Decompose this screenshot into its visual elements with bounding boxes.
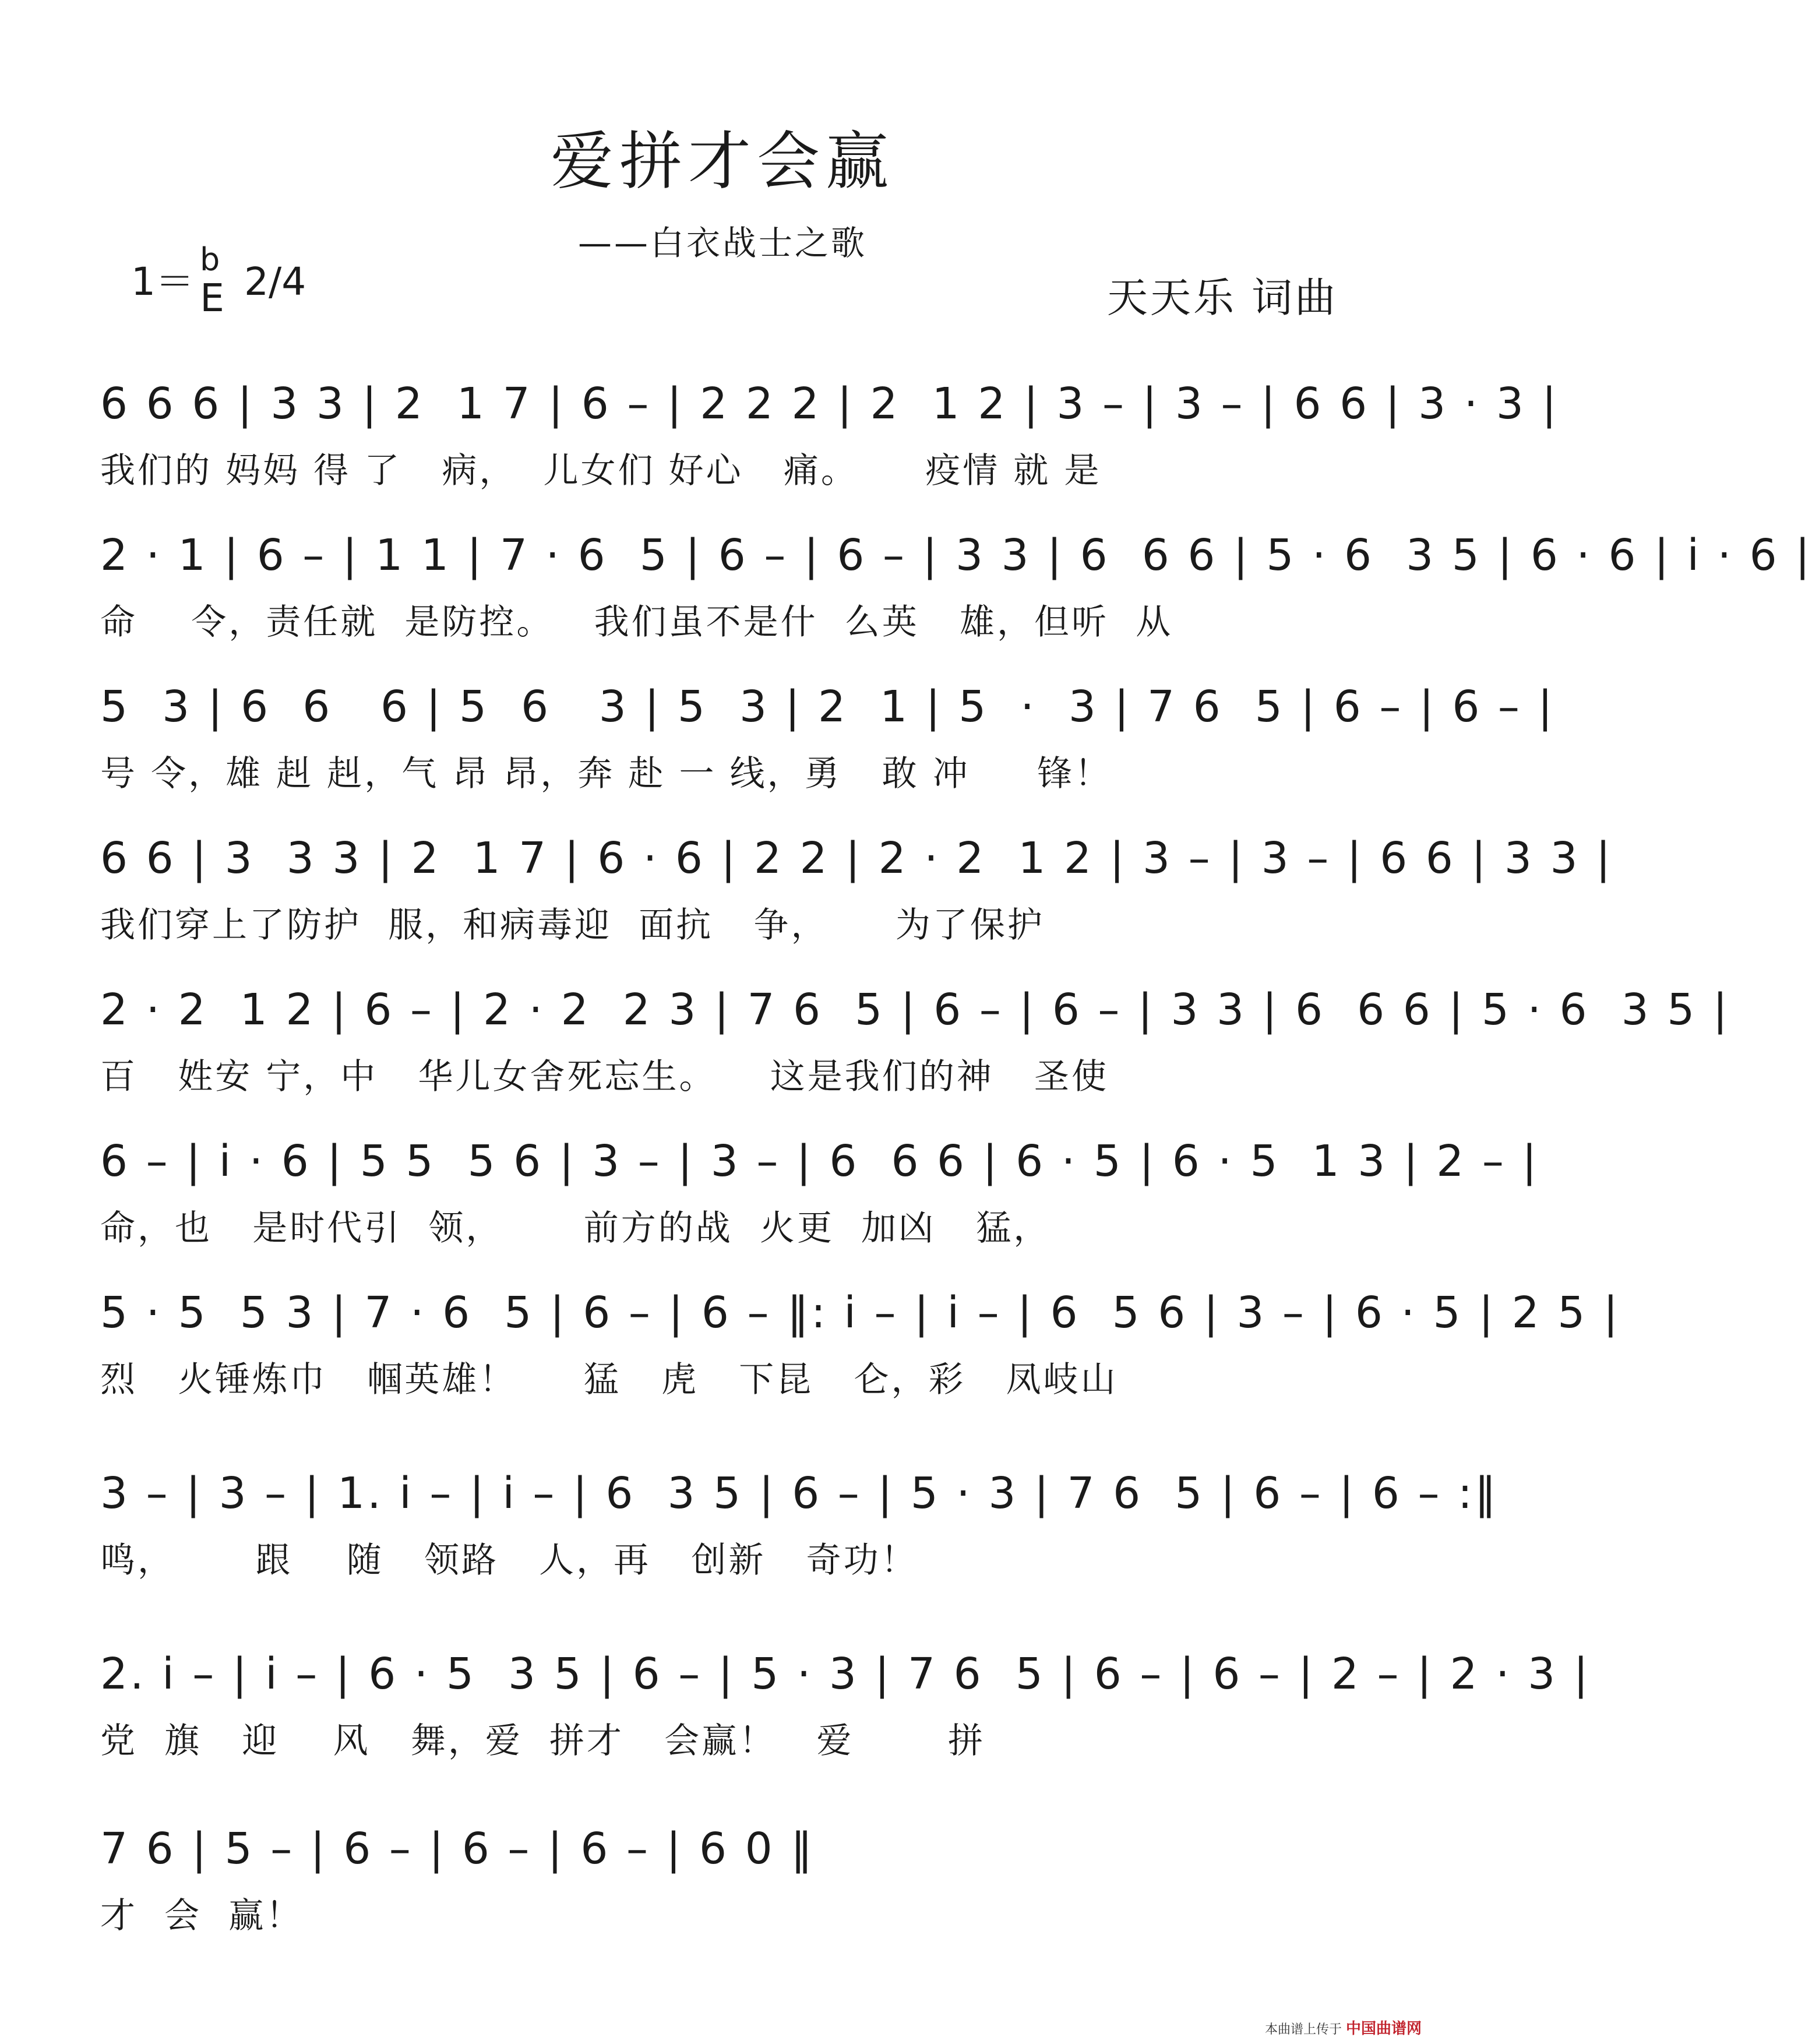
lyrics-line-5: 百 姓安 宁，中 华儿女舍死忘生。 这是我们的神 圣使 [100, 1056, 1109, 1097]
lyrics-line-10: 才 会 赢！ [100, 1895, 304, 1936]
lyrics-line-6: 命，也 是时代引 领， 前方的战 火更 加凶 猛， [100, 1208, 1051, 1249]
notation-line-5: 2 · 2 1 2 | 6 – | 2 · 2 2 3 | 7 6 5 | 6 – | 6 – | 3 3 | 6 6 6 | 5 · 6 3 5 | [100, 985, 1730, 1035]
lyrics-line-1: 我们的 妈妈 得 了 病， 儿女们 好心 痛。 疫情 就 是 [100, 450, 1102, 491]
notation-line-4: 6 6 | 3 3 3 | 2 1 7 | 6 · 6 | 2 2 | 2 · 2 1 2 | 3 – | 3 – | 6 6 | 3 3 | [100, 833, 1613, 883]
notation-line-2: 2 · 1 | 6 – | 1 1 | 7 · 6 5 | 6 – | 6 – | 3 3 | 6 6 6 | 5 · 6 3 5 | 6 · 6 | i · 6 | [100, 530, 1812, 580]
lyrics-line-2: 命 令，责任就 是防控。 我们虽不是什 么英 雄，但听 从 [100, 602, 1173, 643]
notation-line-8: 3 – | 3 – | 1. i – | i – | 6 3 5 | 6 – | 5 · 3 | 7 6 5 | 6 – | 6 – :‖ [100, 1468, 1499, 1518]
notation-line-9: 2. i – | i – | 6 · 5 3 5 | 6 – | 5 · 3 | 7 6 5 | 6 – | 6 – | 2 – | 2 · 3 | [100, 1649, 1591, 1699]
lyrics-line-4: 我们穿上了防护 服，和病毒迎 面抗 争， 为了保护 [100, 905, 1045, 946]
page-title: 爱拼才会赢 [550, 125, 894, 198]
time-signature: 2/4 [244, 259, 306, 304]
notation-line-1: 6 6 6 | 3 3 | 2 1 7 | 6 – | 2 2 2 | 2 1 2 | 3 – | 3 – | 6 6 | 3 · 3 | [100, 379, 1559, 429]
footer-text: 本曲谱上传于 [1264, 2022, 1342, 2037]
composer-credit: 天天乐 词曲 [1107, 274, 1338, 322]
lyrics-line-3: 号 令，雄 赳 赳，气 昂 昂，奔 赴 一 线，勇 敢 冲 锋！ [100, 753, 1112, 794]
footer-credit [1265, 2017, 1422, 2038]
page-subtitle: ——白衣战士之歌 [577, 223, 867, 263]
key-note: E [200, 276, 224, 320]
flat-sign: b [200, 241, 220, 278]
notation-line-7: 5 · 5 5 3 | 7 · 6 5 | 6 – | 6 – ‖: i – | i – | 6 5 6 | 3 – | 6 · 5 | 2 5 | [100, 1288, 1620, 1338]
key-prefix: 1＝ [131, 259, 194, 304]
key-signature [131, 241, 306, 320]
footer-brand: 中国曲谱网 [1345, 2020, 1422, 2038]
notation-line-10: 7 6 | 5 – | 6 – | 6 – | 6 – | 6 0 ‖ [100, 1824, 815, 1874]
lyrics-line-9: 党 旗 迎 风 舞，爱 拼才 会赢！ 爱 拼 [100, 1721, 985, 1761]
notation-line-3: 5 3 | 6 6 6 | 5 6 3 | 5 3 | 2 1 | 5 · 3 | 7 6 5 | 6 – | 6 – | [100, 682, 1555, 732]
lyrics-line-8: 鸣， 跟 随 领路 人，再 创新 奇功！ [100, 1540, 918, 1581]
lyrics-line-7: 烈 火锤炼巾 帼英雄！ 猛 虎 下昆 仑，彩 凤岐山 [100, 1359, 1118, 1400]
notation-line-6: 6 – | i · 6 | 5 5 5 6 | 3 – | 3 – | 6 6 6 | 6 · 5 | 6 · 5 1 3 | 2 – | [100, 1136, 1539, 1186]
